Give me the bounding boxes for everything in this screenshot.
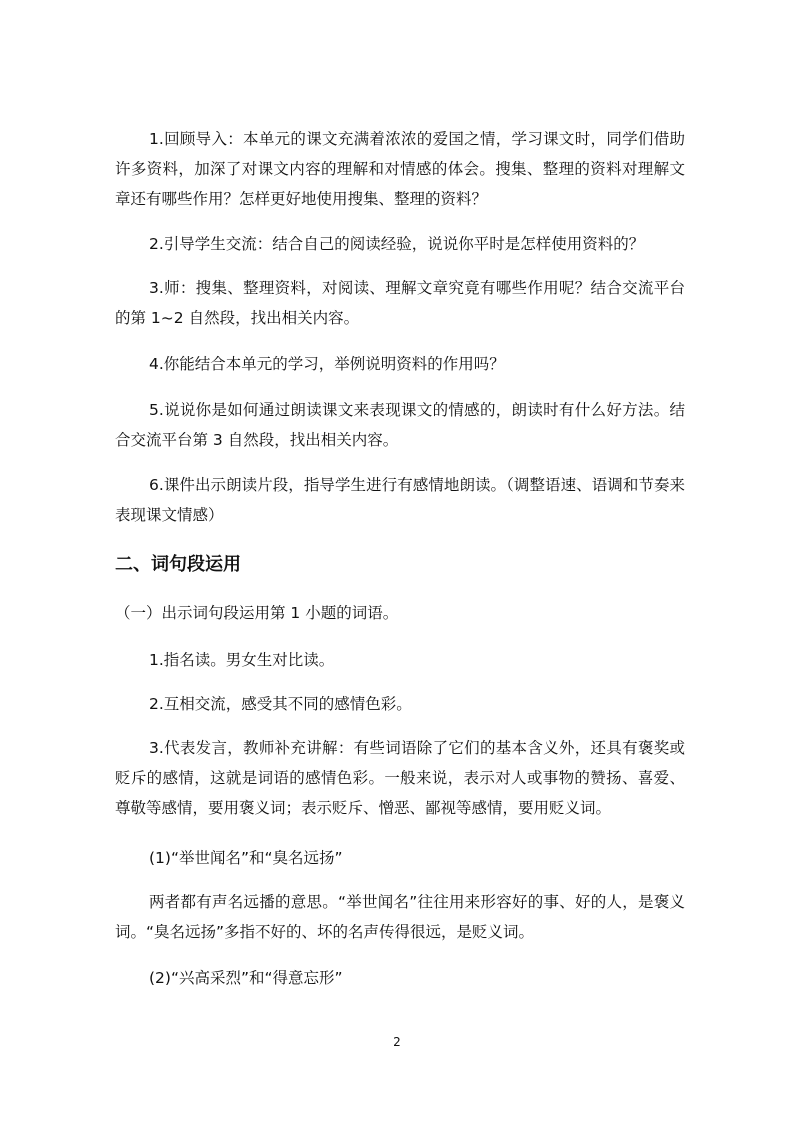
paragraph-reading-method: 5.说说你是如何通过朗读课文来表现课文的情感的，朗读时有什么好方法。结合交流平台第 3 自然段，找出相关内容。	[115, 401, 685, 449]
item-name-reading: 1.指名读。男女生对比读。	[149, 651, 335, 669]
section-heading: 二、词句段运用	[115, 554, 241, 575]
paragraph-teacher-question: 3.师：搜集、整理资料，对阅读、理解文章究竟有哪些作用呢？结合交流平台的第 1~2 自然段，找出相关内容。	[115, 279, 685, 327]
subsection-heading: （一）出示词句段运用第 1 小题的词语。	[115, 604, 399, 622]
pair1-body: 两者都有声名远播的意思。“举世闻名”往往用来形容好的事、好的人，是褒义词。“臭名远扬”多指不好的、坏的名声传得很远，是贬义词。	[115, 893, 685, 941]
page-number: 2	[393, 1035, 401, 1049]
pair2-title: (2)“兴高采烈”和“得意忘形”	[149, 969, 343, 987]
paragraph-student-exchange: 2.引导学生交流：结合自己的阅读经验，说说你平时是怎样使用资料的？	[149, 235, 645, 253]
paragraph-reading-guidance: 6.课件出示朗读片段，指导学生进行有感情地朗读。（调整语速、语调和节奏来表现课文情感）	[115, 476, 685, 524]
item-mutual-exchange: 2.互相交流，感受其不同的感情色彩。	[149, 695, 412, 713]
paragraph-review-intro: 1.回顾导入：本单元的课文充满着浓浓的爱国之情，学习课文时，同学们借助许多资料，加深了对课文内容的理解和对情感的体会。搜集、整理的资料对理解文章还有哪些作用？怎样更好地使用搜集、整理的资料？	[115, 130, 685, 208]
item-teacher-explanation: 3.代表发言，教师补充讲解：有些词语除了它们的基本含义外，还具有褒奖或贬斥的感情，这就是词语的感情色彩。一般来说，表示对人或事物的赞扬、喜爱、尊敬等感情，要用褒义词；表示贬斥、憎恶、鄙视等感情，要用贬义词。	[115, 739, 685, 817]
pair1-title: (1)“举世闻名”和“臭名远扬”	[149, 849, 343, 867]
paragraph-example-question: 4.你能结合本单元的学习，举例说明资料的作用吗？	[149, 355, 505, 373]
